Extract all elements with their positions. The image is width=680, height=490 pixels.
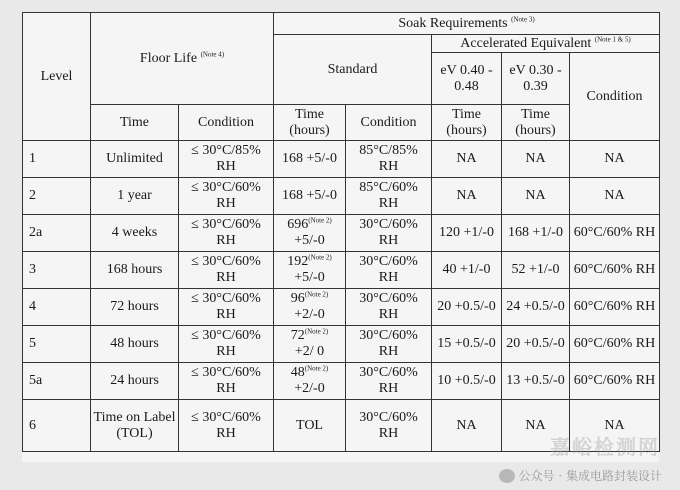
cell-floor-condition: ≤ 30°C/85% RH (179, 141, 274, 178)
cell-acc-time-1: NA (432, 178, 502, 215)
header-acc-time-2: Time (hours) (502, 105, 570, 141)
cell-acc-time-2: 20 +0.5/-0 (502, 326, 570, 363)
cell-floor-time: 24 hours (91, 363, 179, 400)
header-accelerated: Accelerated Equivalent $^{(Note 1 \& 5)}$ (432, 35, 660, 53)
table-row (23, 363, 660, 400)
cell-std-time: $192^{(Note 2)}$ +5/-0 (274, 252, 346, 289)
cell-acc-condition: NA (570, 400, 660, 452)
cell-acc-time-1: NA (432, 400, 502, 452)
cell-std-time: TOL (274, 400, 346, 452)
cell-std-time: 168 +5/-0 (274, 178, 346, 215)
cell-floor-time: 1 year (91, 178, 179, 215)
header-standard: Standard (274, 35, 432, 105)
header-time: Time (91, 105, 179, 141)
cell-acc-condition: NA (570, 141, 660, 178)
cell-floor-condition: ≤ 30°C/60% RH (179, 215, 274, 252)
cell-std-time: $696^{(Note 2)}$ +5/-0 (274, 215, 346, 252)
cell-floor-condition: ≤ 30°C/60% RH (179, 400, 274, 452)
cell-floor-time: Time on Label (TOL) (91, 400, 179, 452)
cell-floor-condition: ≤ 30°C/60% RH (179, 289, 274, 326)
cell-floor-time: Unlimited (91, 141, 179, 178)
header-acc-condition: Condition (570, 53, 660, 141)
cell-level: 4 (23, 289, 91, 326)
cell-acc-condition: 60°C/60% RH (570, 215, 660, 252)
watermark-site: 嘉峪检测网 (550, 435, 660, 459)
cell-floor-condition: ≤ 30°C/60% RH (179, 252, 274, 289)
cell-std-time: $72^{(Note 2)}$ +2/ 0 (274, 326, 346, 363)
cell-level: 5 (23, 326, 91, 363)
cell-acc-time-1: 120 +1/-0 (432, 215, 502, 252)
header-ev-040-048: eV 0.40 - 0.48 (432, 53, 502, 105)
cell-std-condition: 30°C/60% RH (346, 363, 432, 400)
cell-acc-time-2: NA (502, 141, 570, 178)
cell-std-time: 168 +5/-0 (274, 141, 346, 178)
table-row (23, 252, 660, 289)
cell-acc-time-2: 52 +1/-0 (502, 252, 570, 289)
header-acc-time-1: Time (hours) (432, 105, 502, 141)
header-condition: Condition (179, 105, 274, 141)
cell-std-condition: 30°C/60% RH (346, 215, 432, 252)
cell-level: 6 (23, 400, 91, 452)
cell-acc-time-1: 10 +0.5/-0 (432, 363, 502, 400)
table-row (23, 289, 660, 326)
cell-level: 2 (23, 178, 91, 215)
cell-acc-condition: 60°C/60% RH (570, 326, 660, 363)
msl-soak-table (22, 12, 660, 452)
cell-acc-time-1: 40 +1/-0 (432, 252, 502, 289)
cell-acc-time-2: 168 +1/-0 (502, 215, 570, 252)
cell-floor-condition: ≤ 30°C/60% RH (179, 178, 274, 215)
cell-level: 5a (23, 363, 91, 400)
cell-acc-condition: NA (570, 178, 660, 215)
cell-acc-time-2: NA (502, 400, 570, 452)
cell-level: 3 (23, 252, 91, 289)
cell-level: 2a (23, 215, 91, 252)
cell-std-condition: 30°C/60% RH (346, 326, 432, 363)
cell-acc-time-2: NA (502, 178, 570, 215)
cell-std-condition: 85°C/85% RH (346, 141, 432, 178)
cell-acc-time-1: 15 +0.5/-0 (432, 326, 502, 363)
table-row (23, 326, 660, 363)
header-std-time: Time (hours) (274, 105, 346, 141)
cell-floor-time: 48 hours (91, 326, 179, 363)
cell-std-condition: 85°C/60% RH (346, 178, 432, 215)
cell-floor-time: 4 weeks (91, 215, 179, 252)
cell-floor-time: 168 hours (91, 252, 179, 289)
cell-floor-condition: ≤ 30°C/60% RH (179, 363, 274, 400)
wechat-icon (499, 469, 515, 483)
cell-std-condition: 30°C/60% RH (346, 400, 432, 452)
cell-acc-time-1: 20 +0.5/-0 (432, 289, 502, 326)
header-level: Level (23, 13, 91, 141)
table-row (23, 215, 660, 252)
cell-level: 1 (23, 141, 91, 178)
header-soak-requirements: Soak Requirements $^{(Note 3)}$ (274, 13, 660, 35)
cell-std-condition: 30°C/60% RH (346, 289, 432, 326)
cell-floor-time: 72 hours (91, 289, 179, 326)
watermark (499, 467, 662, 484)
cell-acc-time-2: 13 +0.5/-0 (502, 363, 570, 400)
cell-acc-time-2: 24 +0.5/-0 (502, 289, 570, 326)
table-row (23, 141, 660, 178)
header-floor-life: Floor Life $^{(Note 4)}$ (91, 13, 274, 105)
cell-floor-condition: ≤ 30°C/60% RH (179, 326, 274, 363)
cell-acc-condition: 60°C/60% RH (570, 289, 660, 326)
cell-acc-time-1: NA (432, 141, 502, 178)
cell-acc-condition: 60°C/60% RH (570, 252, 660, 289)
header-ev-030-039: eV 0.30 - 0.39 (502, 53, 570, 105)
table-row (23, 178, 660, 215)
header-std-condition: Condition (346, 105, 432, 141)
watermark-text: 公众号 · 集成电路封装设计 (518, 469, 662, 483)
cell-std-time: $96^{(Note 2)}$ +2/-0 (274, 289, 346, 326)
cell-std-time: $48^{(Note 2)}$ +2/-0 (274, 363, 346, 400)
msl-table-sheet (22, 12, 659, 462)
cell-std-condition: 30°C/60% RH (346, 252, 432, 289)
cell-acc-condition: 60°C/60% RH (570, 363, 660, 400)
